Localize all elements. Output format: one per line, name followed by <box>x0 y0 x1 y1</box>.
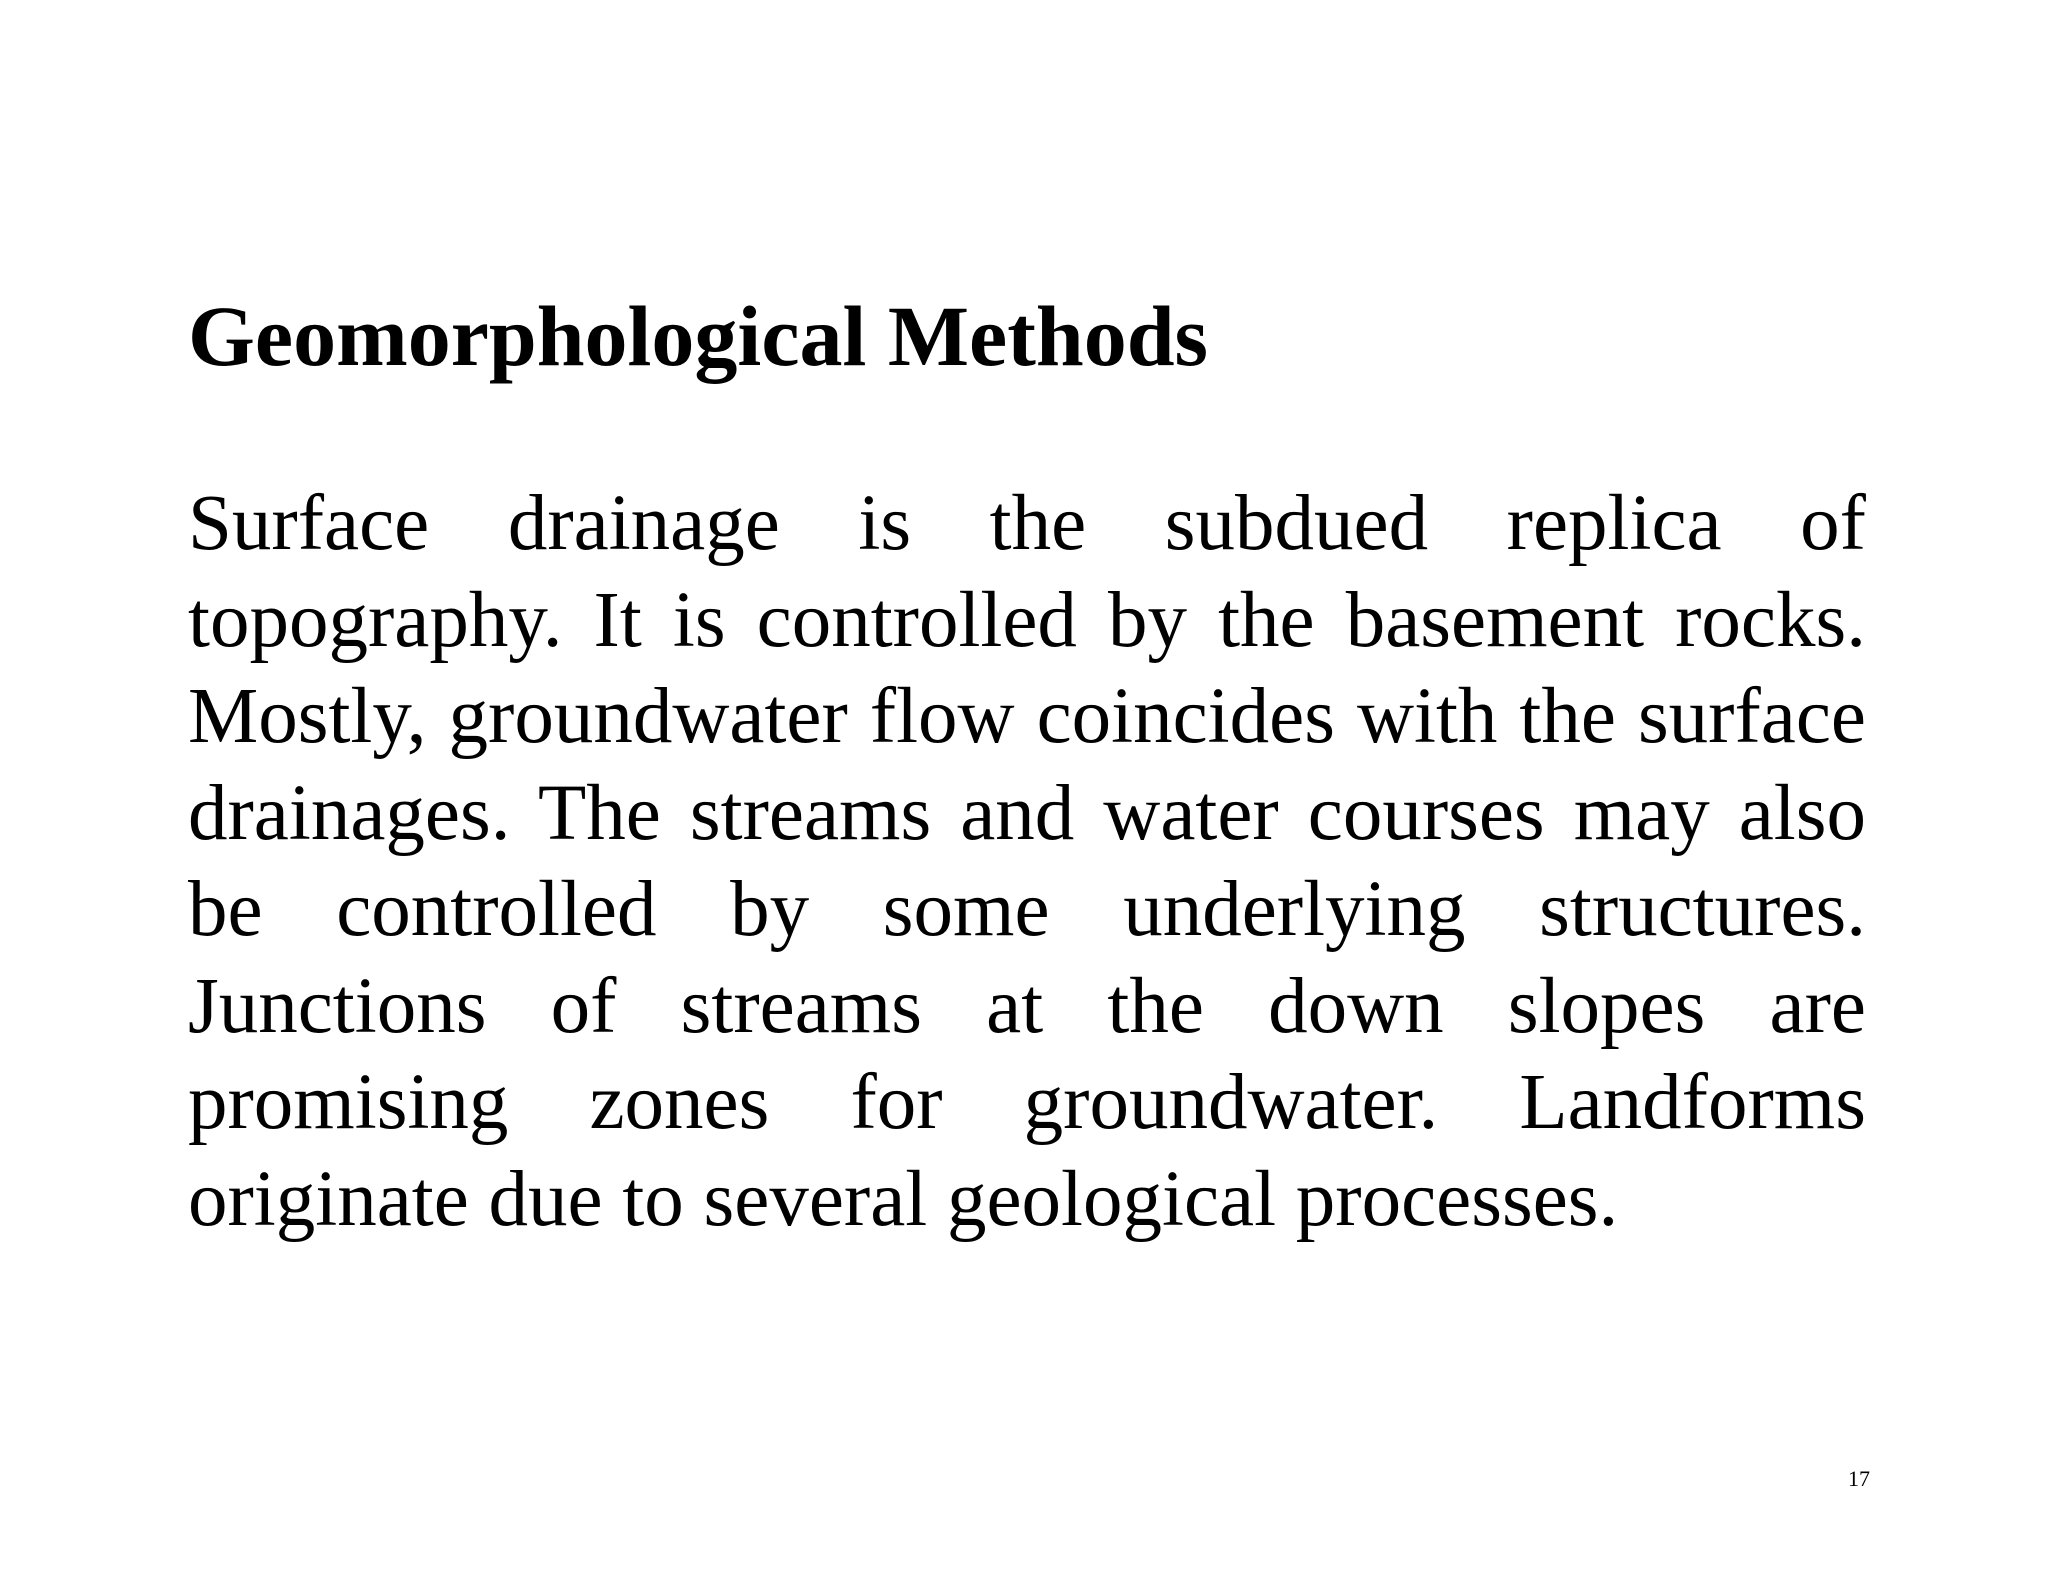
page-number: 17 <box>1848 1466 1870 1491</box>
slide-body-text: Surface drainage is the subdued replica of topography. It is controlled by the basement rocks. Mostly, groundwater flow coincides with the surface drainages. The streams and water courses may also be controlled by some underlying structures. Junctions of streams at the down slopes are promising zones for groundwater. Landforms originate due to several geological processes. <box>188 480 1866 1243</box>
slide-title: Geomorphological Methods <box>188 288 1208 384</box>
